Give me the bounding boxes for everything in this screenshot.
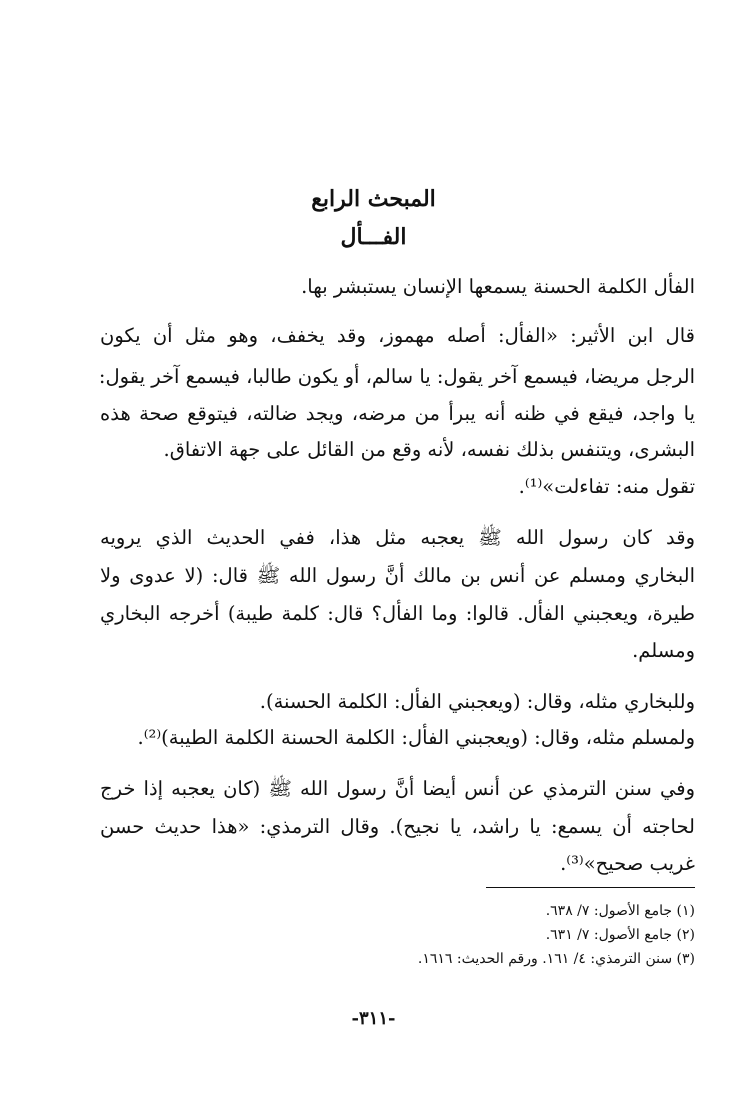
body-line: البخاري ومسلم عن أنس بن مالك أنَّ رسول الله ﷺ قال: (لا عدوى ولا <box>100 564 695 587</box>
body-line: لحاجته أن يسمع: يا راشد، يا نجيح). وقال الترمذي: «هذا حديث حسن <box>100 815 695 838</box>
body-line: وفي سنن الترمذي عن أنس أيضا أنَّ رسول الله ﷺ (كان يعجبه إذا خرج <box>100 777 695 800</box>
body-line: وللبخاري مثله، وقال: (ويعجبني الفأل: الكلمة الحسنة). <box>259 690 695 713</box>
footnote-divider <box>486 887 695 888</box>
body-line: الفأل الكلمة الحسنة يسمعها الإنسان يستبشر بها. <box>301 275 695 298</box>
body-line: الرجل مريضا، فيسمع آخر يقول: يا سالم، أو يكون طالبا، فيسمع آخر يقول: <box>98 365 695 388</box>
body-line: تقول منه: تفاءلت»⁽¹⁾. <box>518 475 695 498</box>
body-line: وقد كان رسول الله ﷺ يعجبه مثل هذا، ففي الحديث الذي يرويه <box>100 526 695 549</box>
body-line: طيرة، ويعجبني الفأل. قالوا: وما الفأل؟ قال: كلمة طيبة) أخرجه البخاري <box>100 602 695 625</box>
footnote: (٣) سنن الترمذي: ٤/ ١٦١. ورقم الحديث: ١٦١٦. <box>417 951 695 967</box>
body-line: ولمسلم مثله، وقال: (ويعجبني الفأل: الكلمة الحسنة الكلمة الطيبة)⁽²⁾. <box>137 726 695 749</box>
footnote: (١) جامع الأصول: ٧/ ٦٣٨. <box>545 903 695 919</box>
section-heading: المبحث الرابع <box>311 186 436 212</box>
body-line: ومسلم. <box>632 639 695 662</box>
section-subheading: الفـــأل <box>340 224 407 250</box>
footnote: (٢) جامع الأصول: ٧/ ٦٣١. <box>545 927 695 943</box>
body-line: البشرى، ويتنفس بذلك نفسه، لأنه وقع من القائل على جهة الاتفاق. <box>163 438 695 461</box>
body-line: قال ابن الأثير: «الفأل: أصله مهموز، وقد يخفف، وهو مثل أن يكون <box>100 324 695 347</box>
body-line: يا واجد، فيقع في ظنه أنه يبرأ من مرضه، ويجد ضالته، فيتوقع صحة هذه <box>100 402 695 425</box>
page-number: -٣١١- <box>351 1008 396 1029</box>
body-line: غريب صحيح»⁽³⁾. <box>560 852 695 875</box>
